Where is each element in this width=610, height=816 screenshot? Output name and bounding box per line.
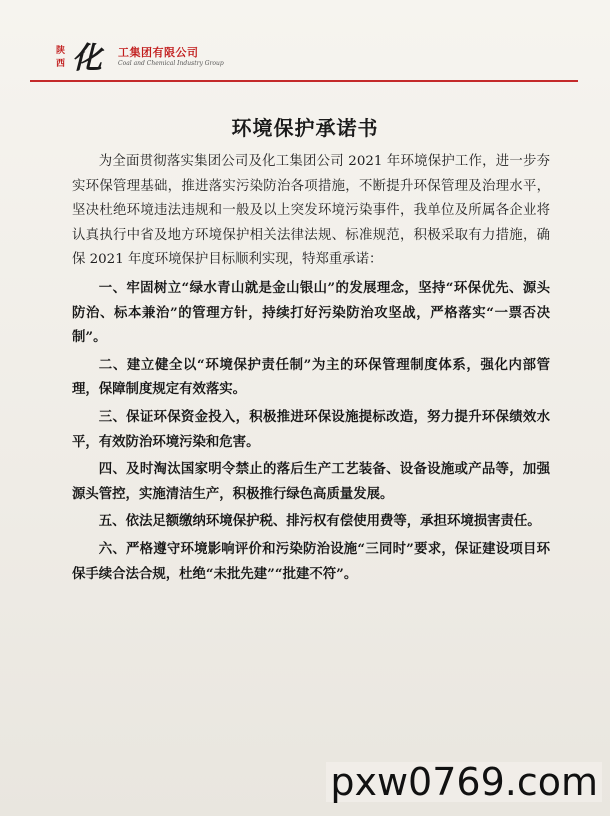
company-english-name: Coal and Chemical Industry Group xyxy=(118,60,224,67)
commitment-item-4: 四、及时淘汰国家明令禁止的落后生产工艺装备、设备设施或产品等，加强源头管控，实施清洁生产，积极推行绿色高质量发展。 xyxy=(72,461,550,502)
svg-text:陕: 陕 xyxy=(56,46,66,56)
company-name: 工集团有限公司 xyxy=(118,46,199,59)
header-divider xyxy=(30,80,578,82)
commitment-item-6: 六、严格遵守环境影响评价和污染防治设施“三同时”要求，保证建设项目环保手续合法合规，杜绝“未批先建”“批建不符”。 xyxy=(72,540,550,582)
commitment-item-5: 五、依法足额缴纳环境保护税、排污权有偿使用费等，承担环境损害责任。 xyxy=(98,513,541,530)
commitment-item-3: 三、保证环保资金投入，积极推进环保设施提标改造，努力提升环保绩效水平，有效防治环境污染和危害。 xyxy=(72,408,550,450)
intro-paragraph: 为全面贯彻落实集团公司及化工集团公司 2021 年环境保护工作，进一步夯实环保管理基础，推进落实污染防治各项措施，不断提升环保管理及治理水平，坚决杜绝环境违法违规和一般及以上突发环境污染事件，我单位及所属各企业将认真执行中省及地方环境保护相关法律法规、标准规范，积极采取有力措施，确保 2021 年度环境保护目标顺利实现，特郑重承诺： xyxy=(72,154,550,268)
site-watermark: pxw0769.com xyxy=(326,762,602,802)
company-logo xyxy=(52,38,112,72)
svg-text:化: 化 xyxy=(72,41,102,72)
svg-text:西: 西 xyxy=(56,59,66,69)
document-title: 环境保护承诺书 xyxy=(231,116,379,140)
commitment-item-1: 一、牢固树立“绿水青山就是金山银山”的发展理念，坚持“环保优先、源头防治、标本兼治”的管理方针，持续打好污染防治攻坚战，严格落实“一票否决制”。 xyxy=(72,279,550,346)
commitment-item-2: 二、建立健全以“环境保护责任制”为主的环保管理制度体系，强化内部管理，保障制度规定有效落实。 xyxy=(72,356,550,398)
document-body xyxy=(72,150,550,589)
